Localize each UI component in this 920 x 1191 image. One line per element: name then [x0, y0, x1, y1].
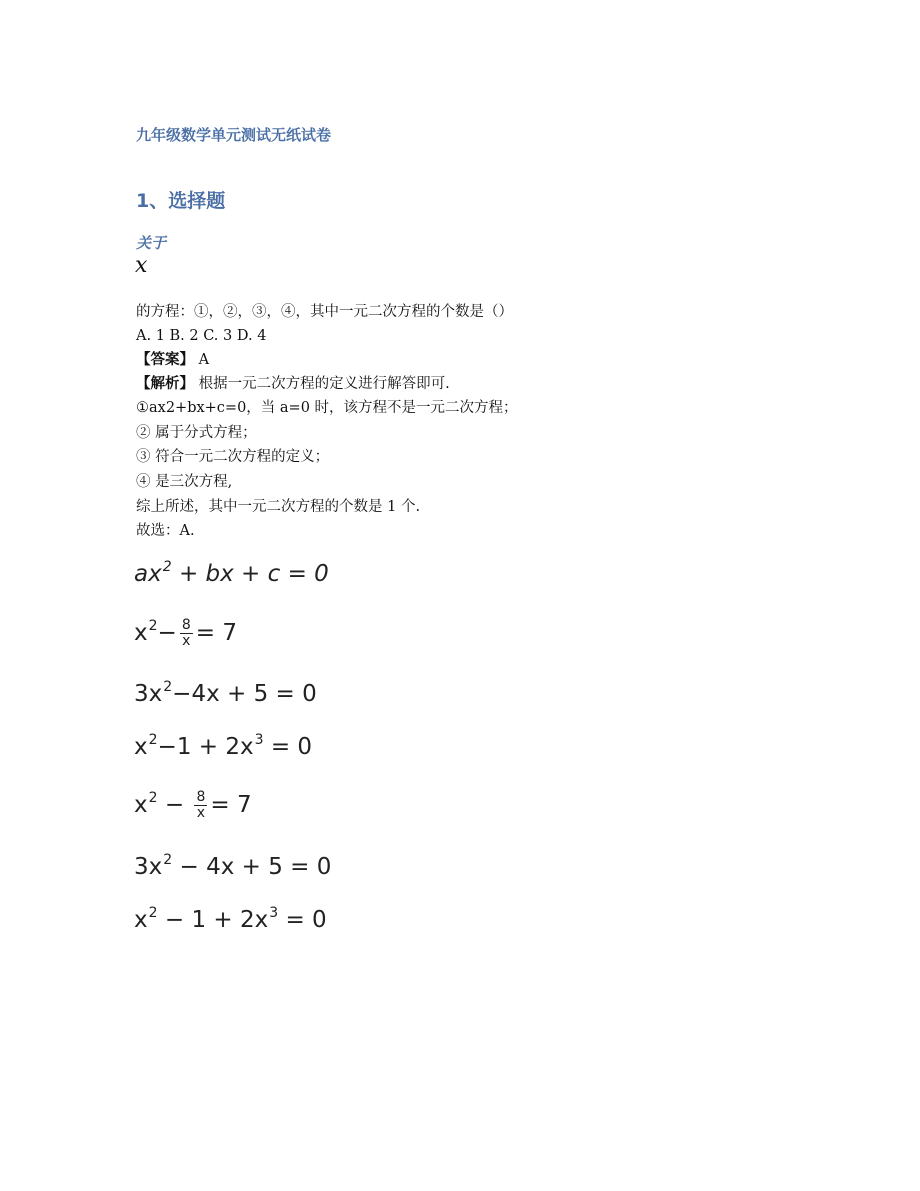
analysis-row — [136, 374, 450, 394]
formula-7: $x^2 - 1 + 2x^3 = 0$ — [134, 905, 327, 933]
answer-value: A — [198, 352, 210, 368]
answer-options: A. 1 B. 2 C. 3 D. 4 — [136, 328, 267, 344]
analysis-line-4: ④ 是三次方程, — [136, 474, 233, 490]
formula-3: $3x^2-4x + 5 = 0$ — [134, 679, 317, 707]
answer-row — [136, 350, 209, 370]
answer-label: 【答案】 — [136, 352, 194, 368]
formula-6: $3x^2 - 4x + 5 = 0$ — [134, 852, 332, 880]
analysis-label: 【解析】 — [136, 376, 194, 392]
question-subheading: 关于 — [136, 234, 167, 252]
section-heading: 1、选择题 — [136, 190, 226, 212]
analysis-line-2: ② 属于分式方程； — [136, 425, 257, 441]
formula-5: $x^2$ − $\frac{8}{x}$ = 7 — [134, 789, 252, 821]
document-title: 九年级数学单元测试无纸试卷 — [136, 126, 332, 144]
analysis-text: 根据一元二次方程的定义进行解答即可. — [198, 376, 450, 392]
variable-x: x — [135, 253, 148, 278]
analysis-summary: 综上所述，其中一元二次方程的个数是 1 个. — [136, 499, 421, 515]
formula-4: $x^2-1 + 2x^3 = 0$ — [134, 732, 313, 760]
formula-1: $ax^2$ + bx + c = 0 — [134, 559, 329, 587]
formula-2: $x^2-$ $\frac{8}{x}$ = 7 — [134, 617, 237, 649]
analysis-conclusion: 故选：A. — [136, 523, 195, 539]
analysis-line-1: ①ax2+bx+c=0，当 a=0 时，该方程不是一元二次方程； — [136, 400, 518, 416]
question-stem: 的方程：①，②，③，④，其中一元二次方程的个数是（） — [136, 304, 513, 320]
analysis-line-3: ③ 符合一元二次方程的定义； — [136, 449, 330, 465]
